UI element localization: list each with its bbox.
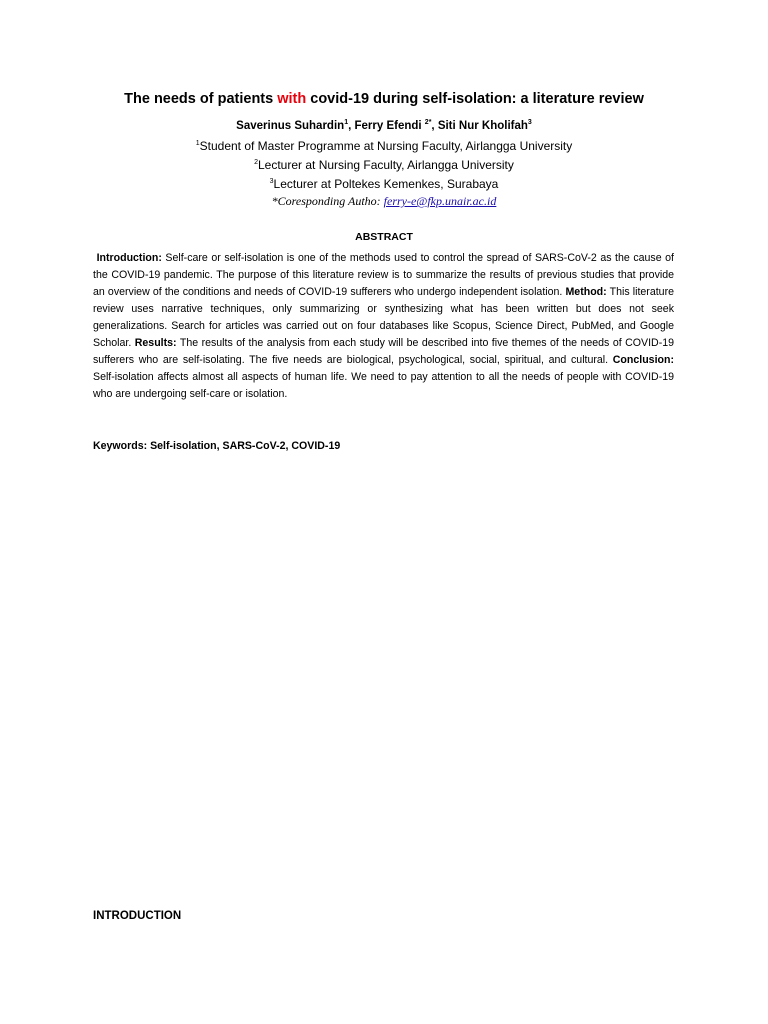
author-list xyxy=(60,118,708,134)
affiliation-text: Lecturer at Nursing Faculty, Airlangga University xyxy=(258,158,514,172)
title-highlight-word: with xyxy=(277,91,307,107)
abstract-results-text: The results of the analysis from each study will be described into five themes of the needs of COVID-19 sufferers who are self-isolating. The five needs are biological, psychological, social, spiritual, and cultural. xyxy=(93,337,675,366)
affiliation-line xyxy=(60,176,708,192)
corresponding-author xyxy=(60,193,708,209)
author-affiliation-mark: 3 xyxy=(527,119,532,126)
affiliation-line xyxy=(60,138,708,154)
abstract-method-label: Method: xyxy=(565,286,607,298)
abstract-heading: ABSTRACT xyxy=(355,231,413,243)
corresponding-email-link[interactable]: ferry-e@fkp.unair.ac.id xyxy=(383,194,497,208)
affiliation-text: Lecturer at Poltekes Kemenkes, Surabaya xyxy=(273,177,499,191)
abstract-introduction-text: Self-care or self-isolation is one of the methods used to control the spread of SARS-CoV-2 as the cause of the COVID-19 pandemic. The purpose of this literature review is to summarize the results of previous studies that provide an overview of the conditions and needs of COVID-19 sufferers who undergo independent isolation. xyxy=(93,252,674,298)
affiliation-mark: 1 xyxy=(195,140,200,147)
author-name: Siti Nur Kholifah xyxy=(437,120,528,132)
abstract-conclusion-text: Self-isolation affects almost all aspects of human life. We need to pay attention to all the needs of people with COVID-19 who are undergoing self-care or isolation. xyxy=(93,371,674,400)
affiliation-mark: 3 xyxy=(269,178,274,185)
corresponding-label: *Coresponding Autho: xyxy=(271,194,384,208)
title-text-before: The needs of patients xyxy=(124,91,278,107)
paper-title xyxy=(60,89,708,109)
introduction-heading: INTRODUCTION xyxy=(93,910,182,922)
author-name: Saverinus Suhardin xyxy=(236,120,345,132)
abstract-method-text: This literature review uses narrative techniques, only summarizing or synthesizing what has been written but does not seek generalizations. Search for articles was carried out on four databases like Scopus, Science Direct, PubMed, and Google Scholar. xyxy=(93,286,674,349)
author-separator: , xyxy=(431,120,438,132)
affiliation-text: Student of Master Programme at Nursing Faculty, Airlangga University xyxy=(199,139,573,153)
abstract-paragraph xyxy=(93,250,674,403)
author-affiliation-mark: 2* xyxy=(424,119,432,126)
author-affiliation-mark: 1 xyxy=(344,119,349,126)
affiliation-line xyxy=(60,157,708,173)
abstract-conclusion-label: Conclusion: xyxy=(612,354,674,366)
title-text-after: covid-19 during self-isolation: a literature review xyxy=(306,91,644,107)
author-separator: , xyxy=(348,120,355,132)
keywords-line: Keywords: Self-isolation, SARS-CoV-2, COVID-19 xyxy=(93,440,341,452)
author-name: Ferry Efendi xyxy=(354,120,425,132)
abstract-results-label: Results: xyxy=(134,337,177,349)
abstract-introduction-label: Introduction: xyxy=(96,252,162,264)
affiliation-mark: 2 xyxy=(254,159,258,166)
